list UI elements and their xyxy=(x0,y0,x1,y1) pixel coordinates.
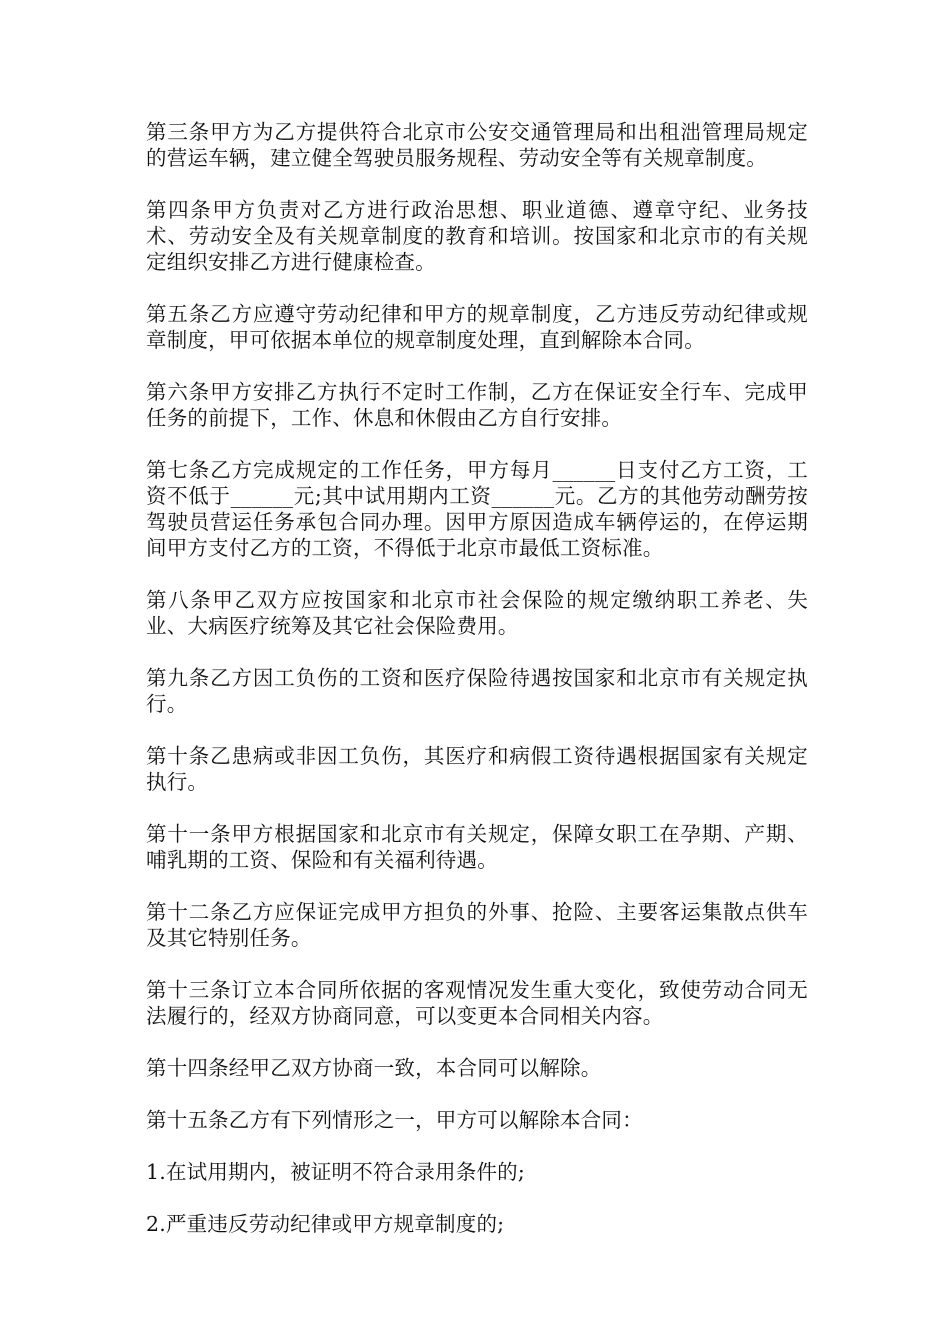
article-6-paragraph: 第六条甲方安排乙方执行不定时工作制，乙方在保证安全行车、完成甲任务的前提下，工作、休息和休假由乙方自行安排。 xyxy=(146,380,808,430)
article-11-paragraph: 第十一条甲方根据国家和北京市有关规定，保障女职工在孕期、产期、哺乳期的工资、保险和有关福利待遇。 xyxy=(146,822,808,872)
document-page xyxy=(146,119,808,1263)
list-item-1: 1.在试用期内，被证明不符合录用条件的; xyxy=(146,1160,525,1184)
article-14-paragraph: 第十四条经甲乙双方协商一致，本合同可以解除。 xyxy=(146,1056,602,1080)
article-3-paragraph: 第三条甲方为乙方提供符合北京市公安交通管理局和出租泏管理局规定的营运车辆，建立健全驾驶员服务规程、劳动安全等有关规章制度。 xyxy=(146,120,808,170)
article-4-paragraph: 第四条甲方负责对乙方进行政治思想、职业道德、遵章守纪、业务技术、劳动安全及有关规章制度的教育和培训。按国家和北京市的有关规定组织安排乙方进行健康检查。 xyxy=(146,198,808,274)
article-9-paragraph: 第九条乙方因工负伤的工资和医疗保险待遇按国家和北京市有关规定执行。 xyxy=(146,666,808,716)
article-5-paragraph: 第五条乙方应遵守劳动纪律和甲方的规章制度，乙方违反劳动纪律或规章制度，甲可依据本单位的规章制度处理，直到解除本合同。 xyxy=(146,302,808,352)
article-10-paragraph: 第十条乙患病或非因工负伤，其医疗和病假工资待遇根据国家有关规定执行。 xyxy=(146,744,808,794)
article-8-paragraph: 第八条甲乙双方应按国家和北京市社会保险的规定缴纳职工养老、失业、大病医疗统筹及其它社会保险费用。 xyxy=(146,588,808,638)
article-15-paragraph: 第十五条乙方有下列情形之一，甲方可以解除本合同： xyxy=(146,1108,643,1132)
list-item-2: 2.严重违反劳动纪律或甲方规章制度的; xyxy=(146,1212,505,1236)
article-13-paragraph: 第十三条订立本合同所依据的客观情况发生重大变化，致使劳动合同无法履行的，经双方协商同意，可以变更本合同相关内容。 xyxy=(146,978,808,1028)
article-12-paragraph: 第十二条乙方应保证完成甲方担负的外事、抢险、主要客运集散点供车及其它特别任务。 xyxy=(146,900,808,950)
article-7-paragraph: 第七条乙方完成规定的工作任务，甲方每月______日支付乙方工资，工资不低于______元;其中试用期内工资______元。乙方的其他劳动酬劳按驾驶员营运任务承包合同办理。因甲方原因造成车辆停运的，在停运期间甲方支付乙方的工资，不得低于北京市最低工资标准。 xyxy=(146,458,808,560)
